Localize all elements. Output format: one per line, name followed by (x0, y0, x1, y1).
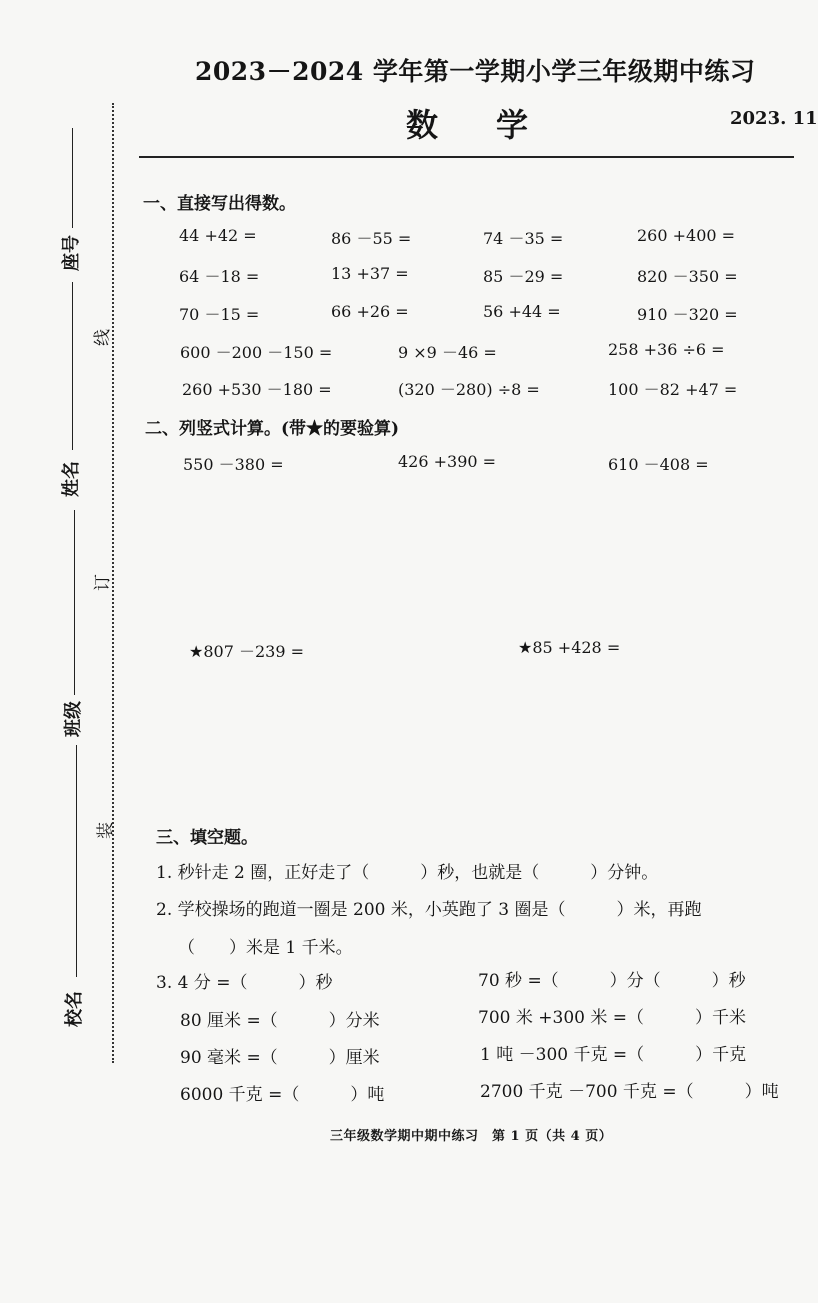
equation: 260 +400 = (637, 226, 736, 245)
question-2-line1: 2. 学校操场的跑道一圈是 200 米，小英跑了 3 圈是（ ）米，再跑 (156, 900, 702, 920)
equation: 70 －15 = (179, 305, 260, 324)
name-label: 姓名 (61, 461, 82, 497)
section1-heading: 一、直接写出得数。 (143, 194, 296, 214)
school-label: 校名 (64, 991, 85, 1027)
equation: 66 +26 = (331, 302, 409, 321)
header-rule (139, 156, 794, 158)
equation: 260 +530 －180 = (182, 380, 332, 399)
question-1: 1. 秒针走 2 圈，正好走了（ ）秒，也就是（ ）分钟。 (156, 863, 659, 883)
equation: 74 －35 = (483, 229, 564, 248)
school-blank (76, 745, 77, 977)
equation: 56 +44 = (483, 302, 561, 321)
subject-title: 数学 (406, 106, 587, 144)
vertical-calc-problem-verify: ★85 +428 = (518, 638, 621, 657)
equation: 910 －320 = (637, 305, 738, 324)
equation: 85 －29 = (483, 267, 564, 286)
class-blank (74, 510, 75, 695)
page-footer: 三年级数学期中期中练习 第 1 页（共 4 页） (330, 1129, 613, 1144)
equation: 258 +36 ÷6 = (608, 340, 725, 359)
binding-mark-line: 线 (93, 329, 113, 346)
vertical-calc-problem-verify: ★807 －239 = (189, 642, 305, 661)
section2-heading: 二、列竖式计算。(带★的要验算) (145, 419, 400, 439)
seat-number-label: 座号 (61, 235, 82, 271)
binding-mark-ding: 订 (93, 574, 113, 591)
conversion-item: 6000 千克 =（ ）吨 (180, 1085, 385, 1105)
equation: 44 +42 = (179, 226, 257, 245)
equation: 600 －200 －150 = (180, 343, 333, 362)
equation: 64 －18 = (179, 267, 260, 286)
question-2-line2: （ ）米是 1 千米。 (178, 938, 353, 958)
vertical-calc-problem: 610 －408 = (608, 455, 709, 474)
vertical-calc-problem: 426 +390 = (398, 452, 497, 471)
equation: 86 －55 = (331, 229, 412, 248)
conversion-item: 3. 4 分 =（ ）秒 (156, 973, 333, 993)
conversion-item: 2700 千克 －700 千克 =（ ）吨 (480, 1082, 779, 1102)
conversion-item: 90 毫米 =（ ）厘米 (180, 1048, 380, 1068)
equation: 9 ×9 －46 = (398, 343, 497, 362)
conversion-item: 80 厘米 =（ ）分米 (180, 1011, 380, 1031)
equation: 100 －82 +47 = (608, 380, 738, 399)
conversion-item: 700 米 +300 米 =（ ）千米 (478, 1008, 746, 1028)
equation: 820 －350 = (637, 267, 738, 286)
seat-number-blank (72, 128, 73, 228)
conversion-item: 70 秒 =（ ）分（ ）秒 (478, 971, 746, 991)
class-label: 班级 (63, 701, 84, 737)
exam-title: 2023－2024 学年第一学期小学三年级期中练习 (195, 57, 756, 86)
name-blank (72, 282, 73, 450)
section3-heading: 三、填空题。 (156, 828, 258, 848)
equation: (320 －280) ÷8 = (398, 380, 540, 399)
binding-mark-zhuang: 装 (96, 822, 116, 839)
equation: 13 +37 = (331, 264, 409, 283)
conversion-item: 1 吨 －300 千克 =（ ）千克 (480, 1045, 747, 1065)
exam-date: 2023. 11 (730, 108, 818, 129)
vertical-calc-problem: 550 －380 = (183, 455, 284, 474)
